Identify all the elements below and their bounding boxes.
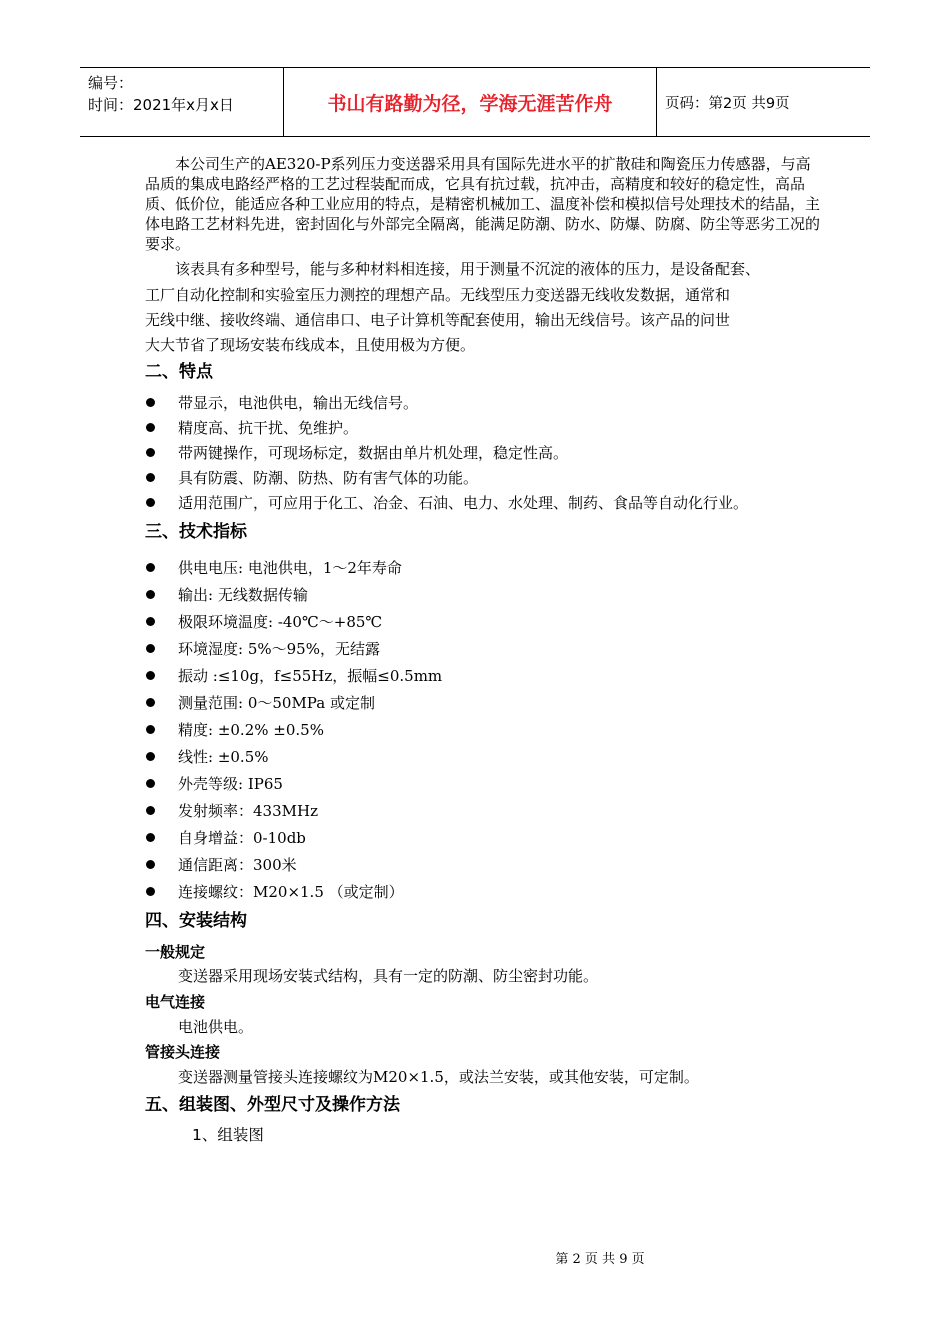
header-table — [80, 67, 870, 137]
spec-item-text: 精度: ±0.2% ±0.5% — [178, 721, 324, 739]
header-time-label: 时间：2021年x月x日 — [88, 96, 234, 114]
spec-item — [145, 800, 318, 821]
bullet-icon — [146, 563, 155, 572]
spec-item-text: 环境湿度: 5%～95%，无结露 — [178, 640, 380, 658]
bullet-icon — [146, 671, 155, 680]
spec-item — [145, 746, 269, 767]
intro-paragraph-2-line-4: 大大节省了现场安装布线成本，且使用极为方便。 — [145, 336, 476, 354]
spec-item-text: 通信距离：300米 — [178, 856, 297, 874]
bullet-icon — [146, 779, 155, 788]
spec-item — [145, 692, 375, 713]
bullet-icon — [146, 698, 155, 707]
features-heading: 二、特点 — [145, 362, 213, 382]
spec-item — [145, 638, 380, 659]
bullet-icon — [146, 590, 155, 599]
intro-paragraph-1 — [145, 154, 821, 254]
spec-item-text: 连接螺纹：M20×1.5 （或定制） — [178, 883, 404, 901]
install-general-text: 变送器采用现场安装式结构，具有一定的防潮、防尘密封功能。 — [178, 967, 599, 985]
intro-paragraph-2-line-1: 该表具有多种型号，能与多种材料相连接，用于测量不沉淀的液体的压力，是设备配套、 — [175, 260, 761, 278]
feature-item — [145, 467, 478, 488]
intro-paragraph-2-line-2: 工厂自动化控制和实验室压力测控的理想产品。无线型压力变送器无线收发数据，通常和 — [145, 286, 731, 304]
install-heading: 四、安装结构 — [145, 911, 247, 931]
header-motto: 书山有路勤为径，学海无涯苦作舟 — [283, 68, 657, 136]
spec-item — [145, 827, 306, 848]
bullet-icon — [146, 398, 155, 407]
bullet-icon — [146, 833, 155, 842]
bullet-icon — [146, 806, 155, 815]
bullet-icon — [146, 448, 155, 457]
assembly-heading: 五、组装图、外型尺寸及操作方法 — [145, 1095, 400, 1115]
bullet-icon — [146, 860, 155, 869]
bullet-icon — [146, 887, 155, 896]
spec-item-text: 自身增益：0-10db — [178, 829, 306, 847]
footer-page-number: 第 2 页 共 9 页 — [555, 1252, 645, 1267]
spec-item-text: 振动 :≤10g，f≤55Hz，振幅≤0.5mm — [178, 667, 443, 685]
spec-item-text: 极限环境温度: -40℃～+85℃ — [178, 613, 383, 631]
install-electric-text: 电池供电。 — [178, 1018, 254, 1036]
install-pipe-title: 管接头连接 — [145, 1043, 221, 1061]
spec-item — [145, 584, 308, 605]
feature-item-text: 适用范围广，可应用于化工、冶金、石油、电力、水处理、制药、食品等自动化行业。 — [178, 494, 749, 512]
header-info — [80, 68, 283, 136]
spec-item-text: 供电电压: 电池供电，1～2年寿命 — [178, 559, 402, 577]
feature-item — [145, 417, 358, 438]
install-electric-title: 电气连接 — [145, 993, 206, 1011]
spec-item — [145, 557, 402, 578]
feature-item — [145, 442, 568, 463]
bullet-icon — [146, 725, 155, 734]
install-general-title: 一般规定 — [145, 943, 206, 961]
spec-item-text: 线性: ±0.5% — [178, 748, 269, 766]
bullet-icon — [146, 423, 155, 432]
spec-item-text: 测量范围: 0～50MPa 或定制 — [178, 694, 375, 712]
bullet-icon — [146, 473, 155, 482]
spec-item-text: 发射频率：433MHz — [178, 802, 318, 820]
specs-heading: 三、技术指标 — [145, 522, 247, 542]
bullet-icon — [146, 752, 155, 761]
spec-item — [145, 881, 404, 902]
spec-item — [145, 773, 283, 794]
header-page-label: 页码：第2页 共9页 — [665, 95, 790, 112]
bullet-icon — [146, 498, 155, 507]
feature-item-text: 具有防震、防潮、防热、防有害气体的功能。 — [178, 469, 479, 487]
feature-item — [145, 492, 748, 513]
spec-item — [145, 854, 297, 875]
spec-item-text: 外壳等级: IP65 — [178, 775, 283, 793]
spec-item — [145, 719, 324, 740]
spec-item — [145, 611, 382, 632]
header-number-label: 编号： — [88, 74, 134, 92]
spec-item — [145, 665, 442, 686]
page-footer — [0, 1248, 950, 1267]
feature-item-text: 带显示，电池供电，输出无线信号。 — [178, 394, 419, 412]
feature-item-text: 带两键操作，可现场标定，数据由单片机处理，稳定性高。 — [178, 444, 569, 462]
install-pipe-text: 变送器测量管接头连接螺纹为M20×1.5，或法兰安装，或其他安装，可定制。 — [178, 1068, 699, 1086]
assembly-subheading: 1、组装图 — [192, 1126, 264, 1144]
intro-paragraph-2-line-3: 无线中继、接收终端、通信串口、电子计算机等配套使用，输出无线信号。该产品的问世 — [145, 311, 731, 329]
spec-item-text: 输出: 无线数据传输 — [178, 586, 308, 604]
feature-item-text: 精度高、抗干扰、免维护。 — [178, 419, 359, 437]
intro-paragraph-1-text: 本公司生产的AE320-P系列压力变送器采用具有国际先进水平的扩散硅和陶瓷压力传感器，与高品质的集成电路经严格的工艺过程装配而成，它具有抗过载，抗冲击，高精度和较好的稳定性，高品质、低价位，能适应各种工业应用的特点，是精密机械加工、温度补偿和模拟信号处理技术的结晶，主体电路工艺材料先进，密封固化与外部完全隔离，能满足防潮、防水、防爆、防腐、防尘等恶劣工况的要求。 — [145, 155, 821, 253]
feature-item — [145, 392, 418, 413]
bullet-icon — [146, 617, 155, 626]
bullet-icon — [146, 644, 155, 653]
